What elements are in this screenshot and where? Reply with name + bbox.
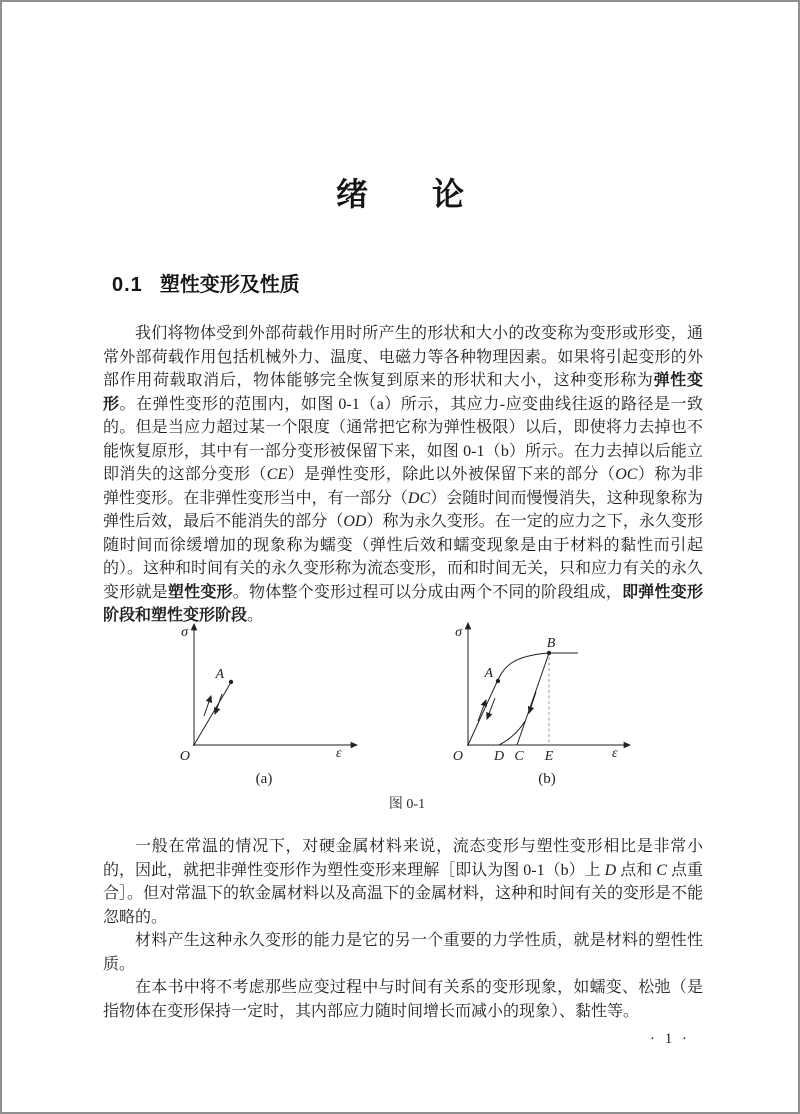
bold-term-elastic-deformation: 弹性变形 [103, 372, 703, 413]
fig-b-unload-arrow [487, 698, 495, 719]
fig-a-unload-arrow [215, 694, 222, 714]
text-run: 材料产生这种永久变形的能力是它的另一个重要的力学性质，就是材料的塑性性质。 [103, 932, 703, 973]
bold-term-plastic-deformation: 塑性变形 [167, 583, 233, 601]
fig-a-load-arrow [204, 696, 211, 716]
text-run: 。物体整个变形过程可以分成由两个不同的阶段组成， [232, 583, 623, 601]
fig-a-loading-line [194, 684, 230, 745]
fig-a-origin-label: O [179, 749, 190, 764]
fig-a-point-A-dot [229, 680, 233, 684]
text-run: ）称为永久变形。在一定的应力之下，永久变形随时间而徐缓增加的现象称为蠕变（弹性后效和蠕变现象是由于材料的黏性而引起的）。这种和时间有关的永久变形称为流态变形，而和时间无关，只和应力有关的永久变形就是 [103, 513, 704, 601]
bold-term-stages: 即弹性变形阶段和塑性变形阶段 [103, 583, 703, 624]
fig-a-epsilon-label: ε [336, 746, 342, 761]
fig-b-aftereffect-curve [499, 721, 525, 745]
fig-b-load-arrow [478, 700, 486, 721]
fig-b-sublabel: (b) [538, 771, 556, 787]
fig-b-sigma-label: σ [455, 625, 462, 640]
fig-b-point-A-dot [496, 679, 500, 683]
fig-b-BC-arrow [529, 692, 536, 713]
text-run: 在本书中将不考虑那些应变过程中与时间有关系的变形现象，如蠕变、松弛（是指物体在变形保持一定时，其内部应力随时间增长而减小的现象）、黏性等。 [103, 979, 703, 1020]
fig-b-B-label: B [546, 636, 556, 651]
fig-a [193, 624, 357, 746]
math-var-OD: OD [343, 513, 367, 530]
paragraph-2 [103, 835, 703, 929]
math-var-OC: OC [615, 466, 638, 483]
fig-a-A-label: A [215, 667, 224, 682]
fig-b-point-B-dot [547, 651, 551, 655]
fig-a-sublabel: (a) [255, 771, 273, 787]
fig-b-loading-curve [468, 653, 548, 745]
body-text-block-2 [103, 835, 703, 1023]
math-var-D: D [604, 861, 617, 879]
section-title: 塑性变形及性质 [159, 274, 300, 296]
paragraph-4 [103, 976, 703, 1023]
chapter-title: 绪 论 [335, 176, 464, 212]
section-number: 0.1 [112, 274, 143, 296]
figure-caption-text: 图 0-1 [388, 797, 426, 812]
fig-b-origin-label: O [452, 749, 463, 764]
text-run: ）是弹性变形，除此以外被保留下来的部分（ [287, 466, 616, 483]
text-run: ）会随时间而慢慢消失，这种现象称为弹性后效，最后不能消失的部分（ [103, 489, 703, 530]
page-number: · 1 · [650, 1031, 690, 1047]
body-text-block-1 [103, 322, 703, 628]
fig-b [467, 623, 630, 746]
text-run: 我们将物体受到外部荷载作用时所产生的形状和大小的改变称为变形或形变，通常外部荷载作用包括机械外力、温度、电磁力等各种物理因素。如果将引起变形的外部作用荷载取消后，物体能够完全恢复到原来的形状和大小，这种变形称为 [103, 325, 703, 389]
paragraph-1 [103, 322, 703, 628]
fig-b-epsilon-label: ε [612, 746, 618, 761]
section-heading [112, 272, 300, 298]
text-run: 。 [247, 607, 264, 624]
math-var-CE: CE [266, 466, 288, 483]
fig-b-C-label: C [514, 749, 524, 764]
text-run: 点和 [616, 861, 657, 879]
paragraph-3 [103, 929, 703, 976]
figure-caption [0, 793, 800, 813]
text-run: 。在弹性变形的范围内，如图 0-1（a）所示，其应力-应变曲线往返的路径是一致的。但是当应力超过某一个限度（通常把它称为弹性极限）以后，即使将力去掉也不能恢复原形，其中有一部分变形被保留下来，如图 0-1（b）所示。在力去掉以后能立即消失的这部分变形（ [103, 395, 703, 483]
fig-a-sigma-label: σ [181, 625, 188, 640]
fig-b-unloading-line [517, 653, 549, 745]
text-run: ）称为非弹性变形。在非弹性变形当中，有一部分（ [103, 466, 703, 507]
math-var-DC: DC [407, 489, 431, 507]
fig-b-A-label: A [484, 666, 493, 681]
text-run: 一般在常温的情况下，对硬金属材料来说，流态变形与塑性变形相比是非常小的，因此，就把非弹性变形作为塑性变形来理解［即认为图 0-1（b）上 [103, 838, 703, 879]
fig-b-E-label: E [544, 749, 554, 764]
math-var-C: C [656, 861, 667, 879]
text-run: 点重合］。但对常温下的软金属材料以及高温下的金属材料，这种和时间有关的变形是不能忽略的。 [103, 861, 704, 926]
fig-b-D-label: D [493, 749, 505, 764]
